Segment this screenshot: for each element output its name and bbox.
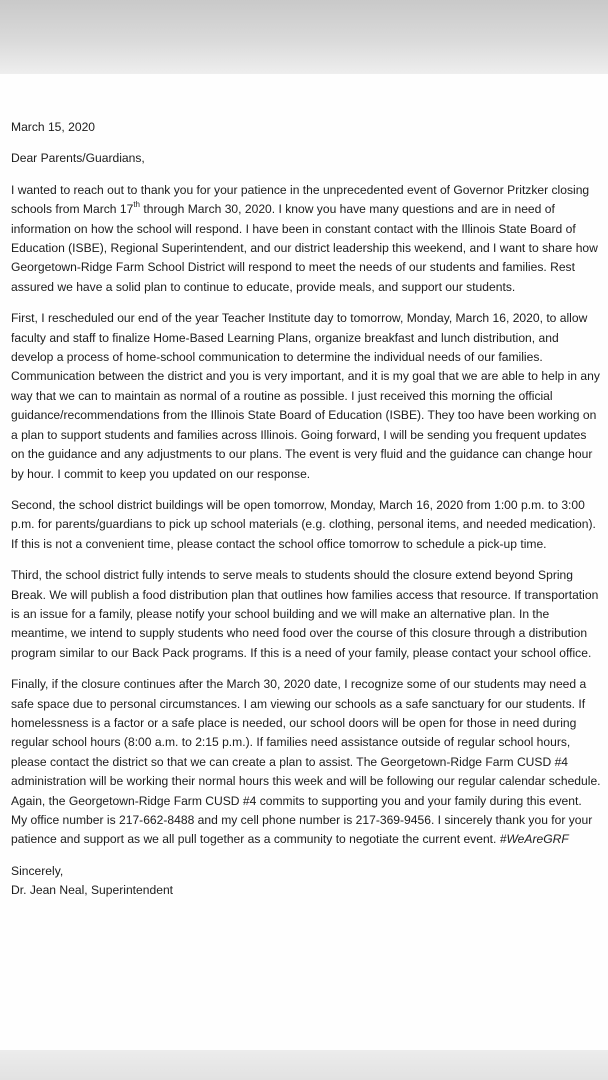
letter-body [11,118,601,901]
paragraph-intro-text-a: I wanted to reach out to thank you for your patience in the unprecedented event of Governor Pritzker closing schools from March 17 [11,182,590,217]
scan-top-shadow [0,0,608,74]
letter-greeting: Dear Parents/Guardians, [11,151,145,166]
paragraph-first: First, I rescheduled our end of the year Teacher Institute day to tomorrow, Monday, March 16, 2020, to allow faculty and staff to finalize Home-Based Learning Plans, organize breakfast and lunch distribution, and develop a process of home-school communication to determine the individual needs of our families. Communication between the district and you is very important, and it is my goal that we are able to help in any way that we can to maintain as normal of a routine as possible. I just received this morning the official guidance/recommendations from the Illinois State Board of Education (ISBE). They too have been working on a plan to support students and families across Illinois. Going forward, I will be sending you frequent updates on the guidance and any adjustments to our plans. The event is very fluid and the guidance can change hour by hour. I commit to keep you updated on our response. [11,311,600,481]
paragraph-finally-text: Finally, if the closure continues after the March 30, 2020 date, I recognize some of our students may need a safe space due to personal circumstances. I am viewing our schools as a safe sanctuary for our students. If homelessness is a factor or a safe place is needed, our school doors will be open for those in need during regular school hours (8:00 a.m. to 2:15 p.m.). If families need assistance outside of regular school hours, please contact the district so that we can create a plan to assist. The Georgetown-Ridge Farm CUSD #4 administration will be working their normal hours this week and will be following our regular calendar schedule. Again, the Georgetown-Ridge Farm CUSD #4 commits to supporting you and your family during this event. My office number is 217-662-8488 and my cell phone number is 217-369-9456. I sincerely thank you for your patience and support as we all pull together as a community to negotiate the current event. [11,677,601,847]
scan-bottom-shadow [0,1050,608,1080]
hashtag: #WeAreGRF [499,832,569,847]
letter-signature: Dr. Jean Neal, Superintendent [11,883,174,898]
letter-closing: Sincerely, [11,863,64,878]
paragraph-intro-text-b: through March 30, 2020. I know you have many questions and are in need of information on how the school will respond. I have been in constant contact with the Illinois State Board of Education (ISBE), Regional Superintendent, and our district leadership this weekend, and I want to share how Georgetown-Ridge Farm School District will respond to meet the needs of our students and families. Rest assured we have a solid plan to continue to educate, provide meals, and support our students. [11,202,598,294]
paragraph-second: Second, the school district buildings will be open tomorrow, Monday, March 16, 2020 from 1:00 p.m. to 3:00 p.m. for parents/guardians to pick up school materials (e.g. clothing, personal items, and needed medication). If this is not a convenient time, please contact the school office tomorrow to schedule a pick-up time. [11,497,596,551]
paragraph-third: Third, the school district fully intends to serve meals to students should the closure extend beyond Spring Break. We will publish a food distribution plan that outlines how families access that resource. If transportation is an issue for a family, please notify your school building and we will make an alternative plan. In the meantime, we intend to supply students who need food over the course of this closure through a distribution program similar to our Back Pack programs. If this is a need of your family, please contact your school office. [11,568,599,660]
ordinal-suffix: th [133,200,140,210]
paragraph-finally [11,675,601,850]
paragraph-intro [11,181,601,297]
letter-date: March 15, 2020 [11,120,96,134]
